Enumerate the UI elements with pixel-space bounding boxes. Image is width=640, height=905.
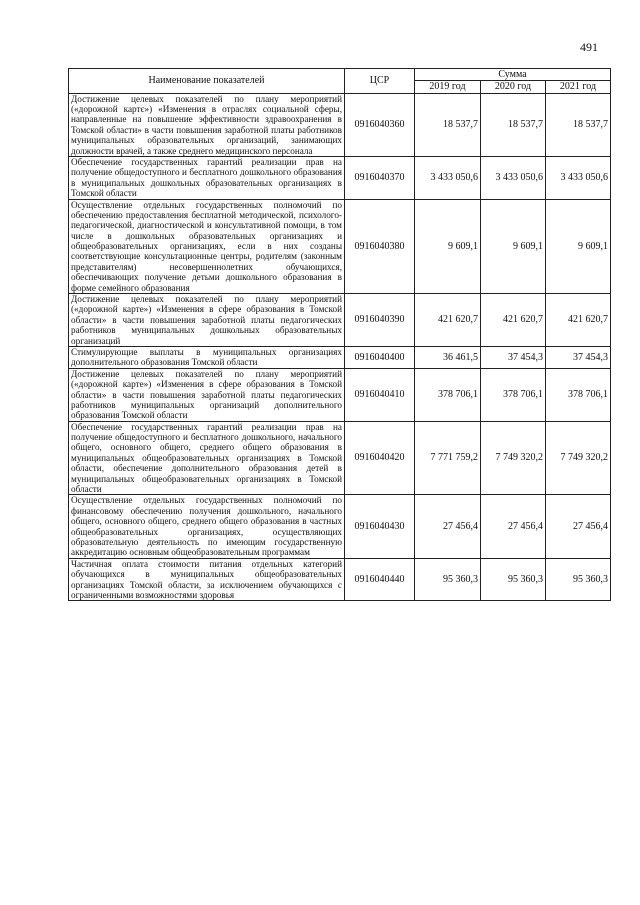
row-amount-2020: 7 749 320,2 xyxy=(481,421,546,495)
table-row xyxy=(69,93,611,156)
row-amount-2021: 378 706,1 xyxy=(546,368,611,421)
header-year-2019: 2019 год xyxy=(415,81,481,93)
row-amount-2021: 421 620,7 xyxy=(546,294,611,347)
row-code: 0916040360 xyxy=(345,93,415,156)
row-amount-2019: 36 461,5 xyxy=(415,346,481,368)
row-amount-2019: 3 433 050,6 xyxy=(415,156,481,199)
header-year-2020: 2020 год xyxy=(481,81,546,93)
table-row xyxy=(69,421,611,495)
row-code: 0916040410 xyxy=(345,368,415,421)
row-name: Достижение целевых показателей по плану мероприятий («дорожной картє») «Изменения в отраслях социальной сферы, направленные на повышение эффективности здравоохранения в Томской области» в части повышения заработной платы работников муниципальных образовательных организаций, занимающих должности врачей, а также среднего медицинского персонала xyxy=(69,93,345,156)
table-row xyxy=(69,558,611,601)
row-code: 0916040420 xyxy=(345,421,415,495)
row-name: Достижение целевых показателей по плану мероприятий («дорожной карте») «Изменения в сфере образования в Томской области» в части повышения заработной платы педагогических работников муниципальных организаций дополнительного образования Томской области xyxy=(69,368,345,421)
table-body xyxy=(69,93,611,601)
header-sum: Сумма xyxy=(415,69,611,81)
row-amount-2020: 378 706,1 xyxy=(481,368,546,421)
row-name: Осуществление отдельных государственных полномочий по обеспечению предоставления бесплатной методической, психолого-педагогической, диагностической и консультативной помощи, в том числе в дошкольных образовательных организациях и общеобразовательных организациях, если в них созданы соответствующие консультационные центры, родителям (законным представителям) несовершеннолетних обучающихся, обеспечивающих получение детьми дошкольного образования в форме семейного образования xyxy=(69,199,345,294)
row-amount-2020: 18 537,7 xyxy=(481,93,546,156)
table-row xyxy=(69,156,611,199)
row-amount-2020: 27 456,4 xyxy=(481,495,546,558)
row-code: 0916040370 xyxy=(345,156,415,199)
row-code: 0916040440 xyxy=(345,558,415,601)
row-code: 0916040390 xyxy=(345,294,415,347)
row-amount-2021: 18 537,7 xyxy=(546,93,611,156)
row-amount-2020: 37 454,3 xyxy=(481,346,546,368)
row-amount-2021: 95 360,3 xyxy=(546,558,611,601)
row-amount-2019: 27 456,4 xyxy=(415,495,481,558)
header-code: ЦСР xyxy=(345,69,415,94)
row-amount-2019: 18 537,7 xyxy=(415,93,481,156)
row-name: Обеспечение государственных гарантий реализации прав на получение общедоступного и бесплатного дошкольного образования в муниципальных дошкольных образовательных организациях в Томской области xyxy=(69,156,345,199)
row-code: 0916040400 xyxy=(345,346,415,368)
header-year-2021: 2021 год xyxy=(546,81,611,93)
row-name: Осуществление отдельных государственных полномочий по финансовому обеспечению получения дошкольного, начального общего, основного общего, среднего общего образования в частных общеобразовательных организациях, осуществляющих образовательную деятельность по имеющим государственную аккредитацию основным общеобразовательным программам xyxy=(69,495,345,558)
row-amount-2019: 378 706,1 xyxy=(415,368,481,421)
budget-table xyxy=(68,68,611,601)
row-name: Стимулирующие выплаты в муниципальных организациях дополнительного образования Томской области xyxy=(69,346,345,368)
table-row xyxy=(69,294,611,347)
row-code: 0916040380 xyxy=(345,199,415,294)
row-amount-2019: 9 609,1 xyxy=(415,199,481,294)
row-amount-2019: 7 771 759,2 xyxy=(415,421,481,495)
row-amount-2021: 27 456,4 xyxy=(546,495,611,558)
row-amount-2021: 7 749 320,2 xyxy=(546,421,611,495)
row-amount-2020: 3 433 050,6 xyxy=(481,156,546,199)
table-header xyxy=(69,69,611,94)
row-code: 0916040430 xyxy=(345,495,415,558)
row-amount-2019: 95 360,3 xyxy=(415,558,481,601)
table-row xyxy=(69,199,611,294)
row-amount-2021: 9 609,1 xyxy=(546,199,611,294)
row-amount-2021: 3 433 050,6 xyxy=(546,156,611,199)
row-amount-2019: 421 620,7 xyxy=(415,294,481,347)
table-row xyxy=(69,346,611,368)
row-amount-2020: 95 360,3 xyxy=(481,558,546,601)
page-number: 491 xyxy=(580,40,598,54)
row-amount-2021: 37 454,3 xyxy=(546,346,611,368)
table-row xyxy=(69,495,611,558)
row-name: Частичная оплата стоимости питания отдельных категорий обучающихся в муниципальных общеобразовательных организациях Томской области, за исключением обучающихся с ограниченными возможностями здоровья xyxy=(69,558,345,601)
header-name: Наименование показателей xyxy=(69,69,345,94)
row-amount-2020: 9 609,1 xyxy=(481,199,546,294)
table-row xyxy=(69,368,611,421)
row-name: Достижение целевых показателей по плану мероприятий («дорожной карте») «Изменения в сфере образования в Томской области» в части повышения заработной платы педагогических работников муниципальных дошкольных образовательных организаций xyxy=(69,294,345,347)
row-amount-2020: 421 620,7 xyxy=(481,294,546,347)
row-name: Обеспечение государственных гарантий реализации прав на получение общедоступного и бесплатного дошкольного, начального общего, основного общего, среднего общего образования в муниципальных общеобразовательных организациях в Томской области, обеспечение дополнительного образования детей в муниципальных общеобразовательных организациях в Томской области xyxy=(69,421,345,495)
